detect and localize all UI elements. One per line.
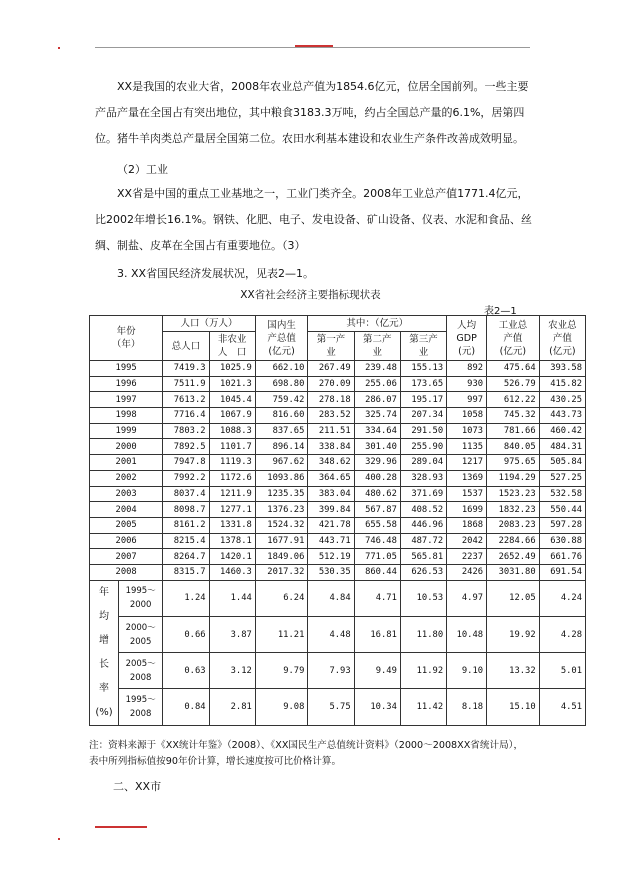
ind-h3: (亿元) xyxy=(499,345,527,357)
table-row xyxy=(90,376,586,392)
growth-value-cell: 4.71 xyxy=(354,580,400,616)
ter-h2: 业 xyxy=(418,347,429,358)
value-cell: 1849.06 xyxy=(255,549,308,565)
value-cell: 8315.7 xyxy=(163,564,209,580)
year-cell: 1997 xyxy=(90,392,163,408)
value-cell: 239.48 xyxy=(354,361,400,377)
year-cell: 1995 xyxy=(90,361,163,377)
value-cell: 348.62 xyxy=(308,455,354,471)
value-cell: 270.09 xyxy=(308,376,354,392)
value-cell: 1420.1 xyxy=(209,549,255,565)
growth-value-cell: 8.18 xyxy=(447,689,487,725)
value-cell: 371.69 xyxy=(400,486,446,502)
value-cell: 7419.3 xyxy=(163,361,209,377)
ind-h1: 工业总 xyxy=(498,319,528,331)
col-year xyxy=(90,316,163,361)
value-cell: 2652.49 xyxy=(487,549,540,565)
value-cell: 860.44 xyxy=(354,564,400,580)
pri-h1: 第一产 xyxy=(316,334,346,345)
value-cell: 399.84 xyxy=(308,502,354,518)
value-cell: 1088.3 xyxy=(209,423,255,439)
value-cell: 1378.1 xyxy=(209,533,255,549)
growth-value-cell: 3.87 xyxy=(209,616,255,652)
value-cell: 460.42 xyxy=(539,423,585,439)
value-cell: 1369 xyxy=(447,470,487,486)
growth-value-cell: 10.48 xyxy=(447,616,487,652)
period-cell xyxy=(119,653,163,689)
table-row xyxy=(90,549,586,565)
period-start: 1995～ xyxy=(125,586,156,597)
value-cell: 837.65 xyxy=(255,423,308,439)
year-cell: 2001 xyxy=(90,455,163,471)
value-cell: 745.32 xyxy=(487,408,540,424)
value-cell: 781.66 xyxy=(487,423,540,439)
year-cell: 2003 xyxy=(90,486,163,502)
period-cell xyxy=(119,616,163,652)
value-cell: 1331.8 xyxy=(209,517,255,533)
value-cell: 975.65 xyxy=(487,455,540,471)
header-mark xyxy=(295,45,333,47)
agr-h2: 产值 xyxy=(552,332,572,344)
growth-value-cell: 4.97 xyxy=(447,580,487,616)
year-cell: 2007 xyxy=(90,549,163,565)
paragraph-subheading xyxy=(95,157,535,183)
pg-h1: 人均 xyxy=(457,319,477,331)
gdp-h3: (亿元) xyxy=(268,345,295,357)
growth-value-cell: 9.10 xyxy=(447,653,487,689)
value-cell: 408.52 xyxy=(400,502,446,518)
value-cell: 505.84 xyxy=(539,455,585,471)
value-cell: 7803.2 xyxy=(163,423,209,439)
value-cell: 383.04 xyxy=(308,486,354,502)
growth-label-char: 年 xyxy=(99,586,109,598)
value-cell: 446.96 xyxy=(400,517,446,533)
growth-value-cell: 15.10 xyxy=(487,689,540,725)
value-cell: 195.17 xyxy=(400,392,446,408)
value-cell: 530.35 xyxy=(308,564,354,580)
pg-h2: GDP xyxy=(456,332,477,344)
value-cell: 1217 xyxy=(447,455,487,471)
value-cell: 698.80 xyxy=(255,376,308,392)
value-cell: 7716.4 xyxy=(163,408,209,424)
agr-h3: (亿元) xyxy=(549,345,576,357)
period-start: 2005～ xyxy=(125,658,156,669)
value-cell: 771.05 xyxy=(354,549,400,565)
col-population: 人口（万人） xyxy=(163,316,256,332)
value-cell: 816.60 xyxy=(255,408,308,424)
growth-label-char: 均 xyxy=(99,610,109,622)
value-cell: 1537 xyxy=(447,486,487,502)
value-cell: 1045.4 xyxy=(209,392,255,408)
value-cell: 338.84 xyxy=(308,439,354,455)
value-cell: 480.62 xyxy=(354,486,400,502)
paragraph-agriculture xyxy=(95,74,535,152)
value-cell: 328.93 xyxy=(400,470,446,486)
growth-value-cell: 6.24 xyxy=(255,580,308,616)
growth-value-cell: 4.24 xyxy=(539,580,585,616)
value-cell: 8161.2 xyxy=(163,517,209,533)
value-cell: 512.19 xyxy=(308,549,354,565)
value-cell: 2284.66 xyxy=(487,533,540,549)
value-cell: 2017.32 xyxy=(255,564,308,580)
table-row xyxy=(90,533,586,549)
value-cell: 3031.80 xyxy=(487,564,540,580)
value-cell: 997 xyxy=(447,392,487,408)
growth-value-cell: 1.24 xyxy=(163,580,209,616)
sec-h2: 业 xyxy=(372,347,382,358)
growth-value-cell: 16.81 xyxy=(354,616,400,652)
value-cell: 1277.1 xyxy=(209,502,255,518)
year-cell: 2005 xyxy=(90,517,163,533)
value-cell: 173.65 xyxy=(400,376,446,392)
na-h2: 人 口 xyxy=(217,347,247,358)
value-cell: 527.25 xyxy=(539,470,585,486)
ind-h2: 产值 xyxy=(503,332,523,344)
growth-value-cell: 4.84 xyxy=(308,580,354,616)
value-cell: 1677.91 xyxy=(255,533,308,549)
table-row xyxy=(90,486,586,502)
value-cell: 526.79 xyxy=(487,376,540,392)
value-cell: 364.65 xyxy=(308,470,354,486)
value-cell: 892 xyxy=(447,361,487,377)
value-cell: 2042 xyxy=(447,533,487,549)
growth-label-char: 长 xyxy=(99,658,109,670)
value-cell: 597.28 xyxy=(539,517,585,533)
col-total-pop: 总人口 xyxy=(163,332,209,361)
value-cell: 8215.4 xyxy=(163,533,209,549)
year-cell: 1998 xyxy=(90,408,163,424)
year-unit: （年） xyxy=(111,339,141,350)
value-cell: 567.87 xyxy=(354,502,400,518)
value-cell: 1172.6 xyxy=(209,470,255,486)
paragraph-intro xyxy=(95,261,535,287)
value-cell: 1021.3 xyxy=(209,376,255,392)
value-cell: 746.48 xyxy=(354,533,400,549)
value-cell: 443.71 xyxy=(308,533,354,549)
growth-rate-label xyxy=(90,580,119,725)
growth-value-cell: 11.21 xyxy=(255,616,308,652)
value-cell: 565.81 xyxy=(400,549,446,565)
intro-text: 3. XX省国民经济发展状况，见表2—1。 xyxy=(117,267,315,280)
period-cell xyxy=(119,689,163,725)
value-cell: 8037.4 xyxy=(163,486,209,502)
growth-value-cell: 4.28 xyxy=(539,616,585,652)
section-heading: 二、XX市 xyxy=(113,780,162,793)
value-cell: 286.07 xyxy=(354,392,400,408)
value-cell: 7613.2 xyxy=(163,392,209,408)
value-cell: 8098.7 xyxy=(163,502,209,518)
value-cell: 255.90 xyxy=(400,439,446,455)
gdp-h1: 国内生 xyxy=(267,319,296,331)
year-cell: 2002 xyxy=(90,470,163,486)
col-gdp xyxy=(255,316,308,361)
col-per-gdp xyxy=(447,316,487,361)
year-cell: 2000 xyxy=(90,439,163,455)
growth-value-cell: 5.01 xyxy=(539,653,585,689)
value-cell: 484.31 xyxy=(539,439,585,455)
col-tertiary xyxy=(400,332,446,361)
growth-row xyxy=(90,616,586,652)
table-row xyxy=(90,439,586,455)
value-cell: 896.14 xyxy=(255,439,308,455)
value-cell: 475.64 xyxy=(487,361,540,377)
period-cell xyxy=(119,580,163,616)
value-cell: 400.28 xyxy=(354,470,400,486)
growth-value-cell: 3.12 xyxy=(209,653,255,689)
value-cell: 1832.23 xyxy=(487,502,540,518)
na-h1: 非农业 xyxy=(217,334,247,345)
growth-value-cell: 13.32 xyxy=(487,653,540,689)
table-row xyxy=(90,517,586,533)
growth-label-char: 增 xyxy=(99,634,109,646)
value-cell: 655.58 xyxy=(354,517,400,533)
period-start: 1995～ xyxy=(125,695,156,705)
col-industry xyxy=(487,316,540,361)
year-cell: 1999 xyxy=(90,423,163,439)
value-cell: 283.52 xyxy=(308,408,354,424)
economic-indicators-table xyxy=(89,315,586,726)
table-row xyxy=(90,455,586,471)
growth-value-cell: 9.08 xyxy=(255,689,308,725)
table-row xyxy=(90,408,586,424)
growth-value-cell: 0.66 xyxy=(163,616,209,652)
table-note: 注：资料来源于《XX统计年鉴》（2008）、《XX国民生产总值统计资料》（2000～2008XX省统计局），表中所列指标值按90年价计算，增长速度按可比价格计算。 xyxy=(89,740,524,767)
growth-value-cell: 2.81 xyxy=(209,689,255,725)
col-secondary xyxy=(354,332,400,361)
value-cell: 7992.2 xyxy=(163,470,209,486)
value-cell: 1067.9 xyxy=(209,408,255,424)
growth-row xyxy=(90,580,586,616)
value-cell: 7511.9 xyxy=(163,376,209,392)
value-cell: 211.51 xyxy=(308,423,354,439)
header-rule xyxy=(95,47,530,48)
value-cell: 207.34 xyxy=(400,408,446,424)
growth-value-cell: 9.49 xyxy=(354,653,400,689)
growth-label-char: (%) xyxy=(95,706,113,718)
year-label: 年份 xyxy=(116,326,136,337)
value-cell: 759.42 xyxy=(255,392,308,408)
period-start: 2000～ xyxy=(125,622,156,633)
growth-value-cell: 12.05 xyxy=(487,580,540,616)
value-cell: 691.54 xyxy=(539,564,585,580)
agri-text: XX是我国的农业大省，2008年农业总产值为1854.6亿元，位居全国前列。一些主要产品产量在全国占有突出地位，其中粮食3183.3万吨，约占全国总产量的6.1%，居第四位。猪牛羊肉类总产量居全国第二位。农田水利基本建设和农业生产条件改善成效明显。 xyxy=(95,80,529,145)
sec-h1: 第二产 xyxy=(362,334,392,345)
value-cell: 1699 xyxy=(447,502,487,518)
value-cell: 1073 xyxy=(447,423,487,439)
growth-value-cell: 11.92 xyxy=(400,653,446,689)
value-cell: 325.74 xyxy=(354,408,400,424)
growth-value-cell: 5.75 xyxy=(308,689,354,725)
value-cell: 155.13 xyxy=(400,361,446,377)
growth-value-cell: 4.51 xyxy=(539,689,585,725)
growth-value-cell: 11.80 xyxy=(400,616,446,652)
growth-value-cell: 10.34 xyxy=(354,689,400,725)
value-cell: 289.04 xyxy=(400,455,446,471)
table-title: XX省社会经济主要指标现状表 xyxy=(240,289,381,301)
growth-label-char: 率 xyxy=(99,682,109,694)
value-cell: 630.88 xyxy=(539,533,585,549)
col-agriculture xyxy=(539,316,585,361)
sub-heading: （2）工业 xyxy=(117,163,168,176)
table-row xyxy=(90,392,586,408)
value-cell: 1376.23 xyxy=(255,502,308,518)
value-cell: 393.58 xyxy=(539,361,585,377)
year-cell: 1996 xyxy=(90,376,163,392)
col-primary xyxy=(308,332,354,361)
value-cell: 7892.5 xyxy=(163,439,209,455)
value-cell: 415.82 xyxy=(539,376,585,392)
value-cell: 2426 xyxy=(447,564,487,580)
value-cell: 1194.29 xyxy=(487,470,540,486)
value-cell: 967.62 xyxy=(255,455,308,471)
table-row xyxy=(90,502,586,518)
growth-value-cell: 4.48 xyxy=(308,616,354,652)
value-cell: 278.18 xyxy=(308,392,354,408)
growth-value-cell: 1.44 xyxy=(209,580,255,616)
table-row xyxy=(90,470,586,486)
growth-value-cell: 19.92 xyxy=(487,616,540,652)
value-cell: 626.53 xyxy=(400,564,446,580)
value-cell: 840.05 xyxy=(487,439,540,455)
period-end: 2008 xyxy=(129,709,152,719)
ter-h1: 第三产 xyxy=(409,334,438,345)
value-cell: 1211.9 xyxy=(209,486,255,502)
value-cell: 291.50 xyxy=(400,423,446,439)
value-cell: 550.44 xyxy=(539,502,585,518)
growth-value-cell: 10.53 xyxy=(400,580,446,616)
value-cell: 532.58 xyxy=(539,486,585,502)
value-cell: 661.76 xyxy=(539,549,585,565)
table-row xyxy=(90,361,586,377)
pri-h2: 业 xyxy=(326,347,336,358)
year-cell: 2008 xyxy=(90,564,163,580)
table-row xyxy=(90,423,586,439)
value-cell: 1025.9 xyxy=(209,361,255,377)
value-cell: 8264.7 xyxy=(163,549,209,565)
value-cell: 1460.3 xyxy=(209,564,255,580)
period-end: 2000 xyxy=(129,600,152,611)
col-of-which: 其中：（亿元） xyxy=(308,316,447,332)
value-cell: 1524.32 xyxy=(255,517,308,533)
growth-value-cell: 9.79 xyxy=(255,653,308,689)
value-cell: 255.06 xyxy=(354,376,400,392)
growth-row xyxy=(90,689,586,725)
col-nonagri-pop xyxy=(209,332,255,361)
paragraph-industry xyxy=(95,181,535,259)
industry-text: XX省是中国的重点工业基地之一，工业门类齐全。2008年工业总产值1771.4亿元，比2002年增长16.1%。钢铁、化肥、电子、发电设备、矿山设备、仪表、水泥和食品、丝绸、制盐、皮革在全国占有重要地位。（3） xyxy=(95,187,532,252)
gdp-h2: 产总值 xyxy=(267,332,296,344)
table-number: 表2—1 xyxy=(484,306,517,317)
value-cell: 2083.23 xyxy=(487,517,540,533)
growth-value-cell: 0.84 xyxy=(163,689,209,725)
value-cell: 7947.8 xyxy=(163,455,209,471)
growth-value-cell: 11.42 xyxy=(400,689,446,725)
growth-value-cell: 0.63 xyxy=(163,653,209,689)
value-cell: 430.25 xyxy=(539,392,585,408)
year-cell: 2004 xyxy=(90,502,163,518)
value-cell: 487.72 xyxy=(400,533,446,549)
value-cell: 1119.3 xyxy=(209,455,255,471)
growth-value-cell: 7.93 xyxy=(308,653,354,689)
value-cell: 1058 xyxy=(447,408,487,424)
value-cell: 1523.23 xyxy=(487,486,540,502)
value-cell: 334.64 xyxy=(354,423,400,439)
value-cell: 1868 xyxy=(447,517,487,533)
agr-h1: 农业总 xyxy=(548,319,577,331)
margin-dot xyxy=(58,47,60,49)
value-cell: 1235.35 xyxy=(255,486,308,502)
value-cell: 930 xyxy=(447,376,487,392)
margin-dot xyxy=(58,838,60,840)
value-cell: 267.49 xyxy=(308,361,354,377)
value-cell: 1093.86 xyxy=(255,470,308,486)
value-cell: 301.40 xyxy=(354,439,400,455)
growth-row xyxy=(90,653,586,689)
pg-h3: (元) xyxy=(458,345,476,357)
table-row xyxy=(90,564,586,580)
footer-mark xyxy=(95,826,147,828)
value-cell: 329.96 xyxy=(354,455,400,471)
year-cell: 2006 xyxy=(90,533,163,549)
value-cell: 421.78 xyxy=(308,517,354,533)
value-cell: 1135 xyxy=(447,439,487,455)
value-cell: 443.73 xyxy=(539,408,585,424)
value-cell: 662.10 xyxy=(255,361,308,377)
period-end: 2008 xyxy=(129,672,152,683)
value-cell: 1101.7 xyxy=(209,439,255,455)
period-end: 2005 xyxy=(129,636,152,647)
value-cell: 2237 xyxy=(447,549,487,565)
value-cell: 612.22 xyxy=(487,392,540,408)
